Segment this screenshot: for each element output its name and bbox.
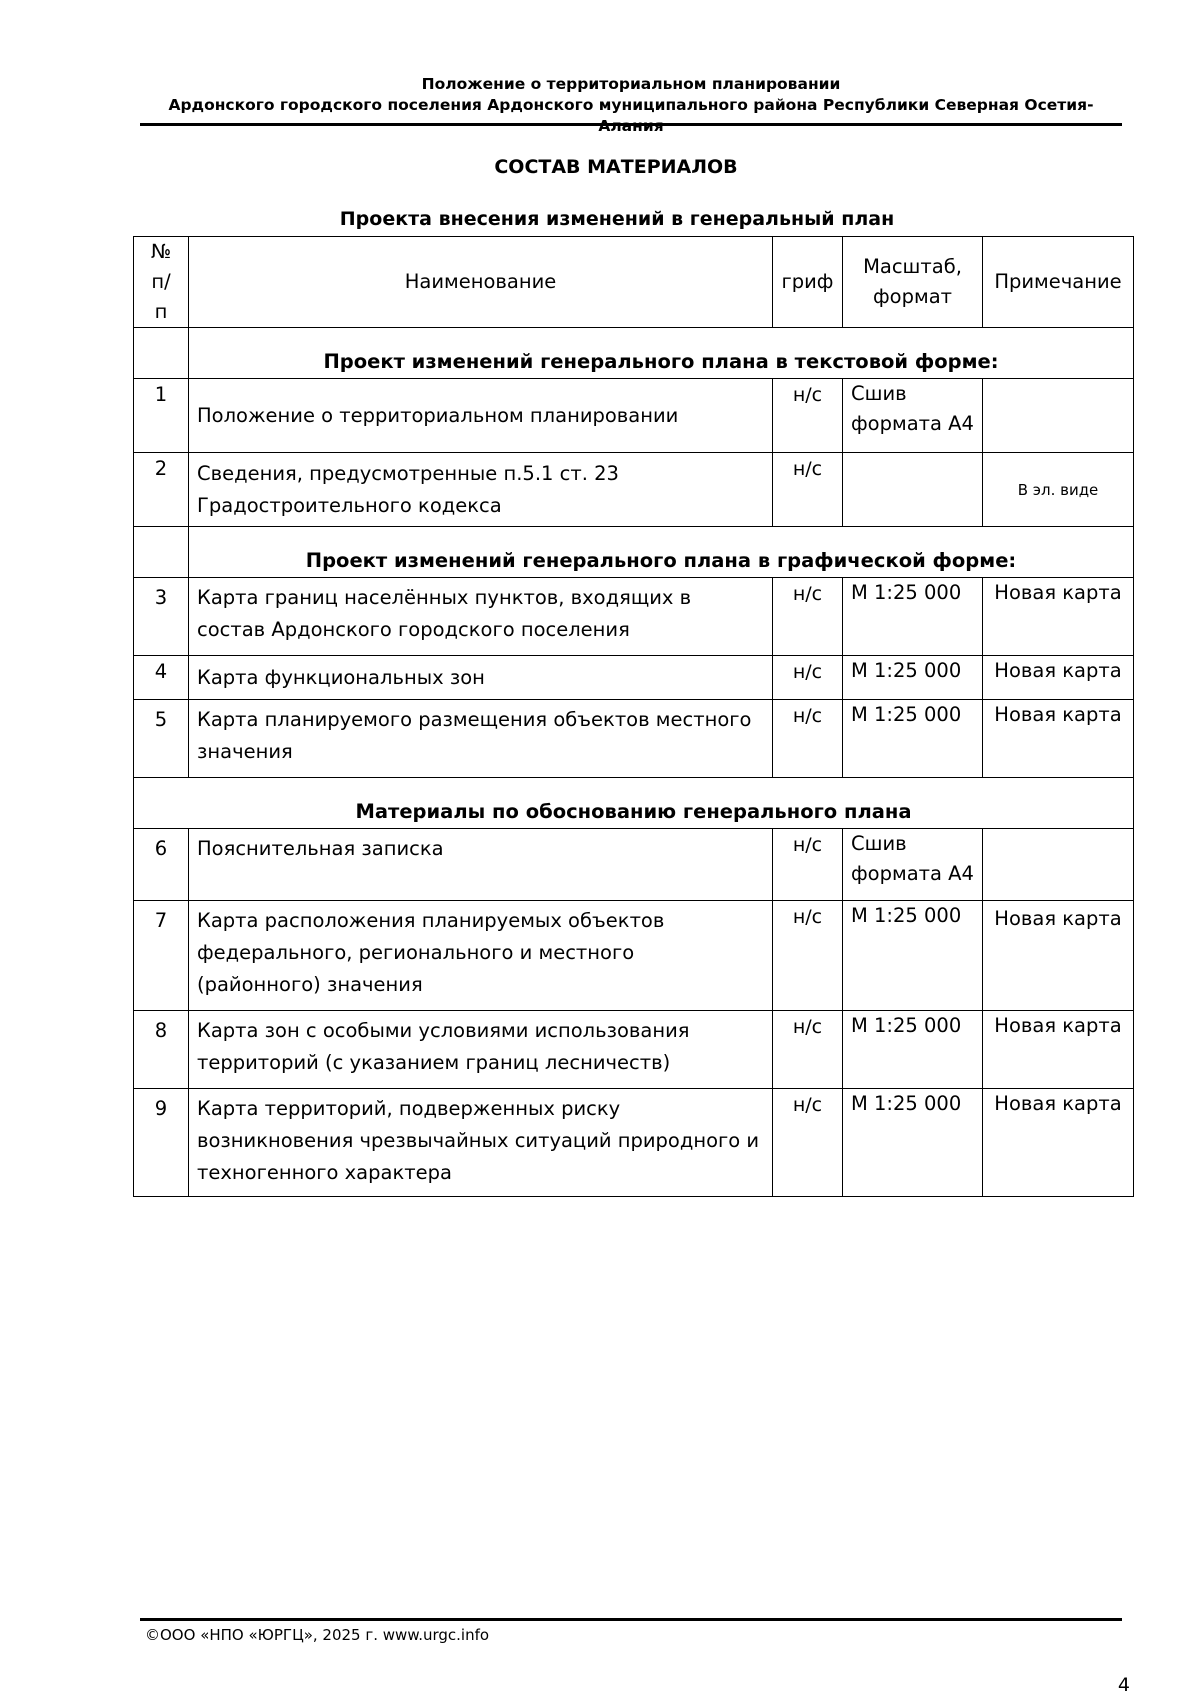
row-scale: М 1:25 000 [843, 656, 983, 700]
table-row [134, 379, 1134, 453]
section-title: Материалы по обоснованию генерального плана [134, 778, 1134, 829]
row-num: 9 [134, 1089, 189, 1197]
row-num: 1 [134, 379, 189, 453]
section-row [134, 527, 1134, 578]
row-scale: Сшив формата А4 [843, 379, 983, 453]
section-spacer [134, 328, 189, 379]
table-row [134, 656, 1134, 700]
row-name: Карта планируемого размещения объектов местного значения [189, 700, 773, 778]
row-note: Новая карта [983, 1011, 1134, 1089]
row-scale: М 1:25 000 [843, 578, 983, 656]
row-scale: М 1:25 000 [843, 901, 983, 1011]
row-name: Карта функциональных зон [189, 656, 773, 700]
row-scale: М 1:25 000 [843, 1011, 983, 1089]
table-row [134, 829, 1134, 901]
materials-table [133, 236, 1134, 1197]
header-rule [140, 123, 1122, 126]
running-header [140, 74, 1122, 137]
row-name: Пояснительная записка [189, 829, 773, 901]
table-row [134, 1011, 1134, 1089]
header-grif: гриф [773, 237, 843, 328]
header-num: № п/п [134, 237, 189, 328]
table-row [134, 453, 1134, 527]
row-note: Новая карта [983, 901, 1134, 1011]
table-row [134, 700, 1134, 778]
table-caption: Проекта внесения изменений в генеральный план [339, 208, 895, 230]
row-note [983, 829, 1134, 901]
row-note: В эл. виде [983, 453, 1134, 527]
row-scale [843, 453, 983, 527]
row-num: 5 [134, 700, 189, 778]
row-num: 7 [134, 901, 189, 1011]
row-grif: н/с [773, 829, 843, 901]
row-grif: н/с [773, 379, 843, 453]
row-note [983, 379, 1134, 453]
row-scale: Сшив формата А4 [843, 829, 983, 901]
row-grif: н/с [773, 656, 843, 700]
row-note: Новая карта [983, 1089, 1134, 1197]
row-grif: н/с [773, 453, 843, 527]
section-title: Проект изменений генерального плана в текстовой форме: [189, 328, 1134, 379]
row-name: Карта территорий, подверженных риску возникновения чрезвычайных ситуаций природного и техногенного характера [189, 1089, 773, 1197]
table-row [134, 1089, 1134, 1197]
header-name: Наименование [189, 237, 773, 328]
page-number: 4 [1117, 1674, 1130, 1696]
row-num: 8 [134, 1011, 189, 1089]
row-name: Карта зон с особыми условиями использования территорий (с указанием границ лесничеств) [189, 1011, 773, 1089]
row-grif: н/с [773, 578, 843, 656]
table-row [134, 578, 1134, 656]
section-spacer [134, 527, 189, 578]
row-scale: М 1:25 000 [843, 700, 983, 778]
row-grif: н/с [773, 901, 843, 1011]
document-title: СОСТАВ МАТЕРИАЛОВ [494, 156, 738, 178]
row-grif: н/с [773, 700, 843, 778]
header-note: Примечание [983, 237, 1134, 328]
section-row [134, 328, 1134, 379]
row-scale: М 1:25 000 [843, 1089, 983, 1197]
header-line-2: Ардонского городского поселения Ардонского муниципального района Республики Северная Осетия-Алания [168, 96, 1094, 135]
row-grif: н/с [773, 1089, 843, 1197]
footer-rule [140, 1618, 1122, 1621]
row-name: Карта расположения планируемых объектов федерального, регионального и местного (районного) значения [189, 901, 773, 1011]
footer-copyright: ©ООО «НПО «ЮРГЦ», 2025 г. www.urgc.info [145, 1626, 490, 1644]
header-line-1: Положение о территориальном планировании [421, 75, 841, 93]
header-scale: Масштаб, формат [843, 237, 983, 328]
row-note: Новая карта [983, 578, 1134, 656]
row-name: Сведения, предусмотренные п.5.1 ст. 23 Градостроительного кодекса [189, 453, 773, 527]
row-grif: н/с [773, 1011, 843, 1089]
table-row [134, 901, 1134, 1011]
table-header-row [134, 237, 1134, 328]
row-name: Положение о территориальном планировании [189, 379, 773, 453]
row-num: 6 [134, 829, 189, 901]
row-num: 4 [134, 656, 189, 700]
row-note: Новая карта [983, 700, 1134, 778]
row-note: Новая карта [983, 656, 1134, 700]
row-name: Карта границ населённых пунктов, входящих в состав Ардонского городского поселения [189, 578, 773, 656]
row-num: 2 [134, 453, 189, 527]
section-title: Проект изменений генерального плана в графической форме: [189, 527, 1134, 578]
section-row [134, 778, 1134, 829]
row-num: 3 [134, 578, 189, 656]
